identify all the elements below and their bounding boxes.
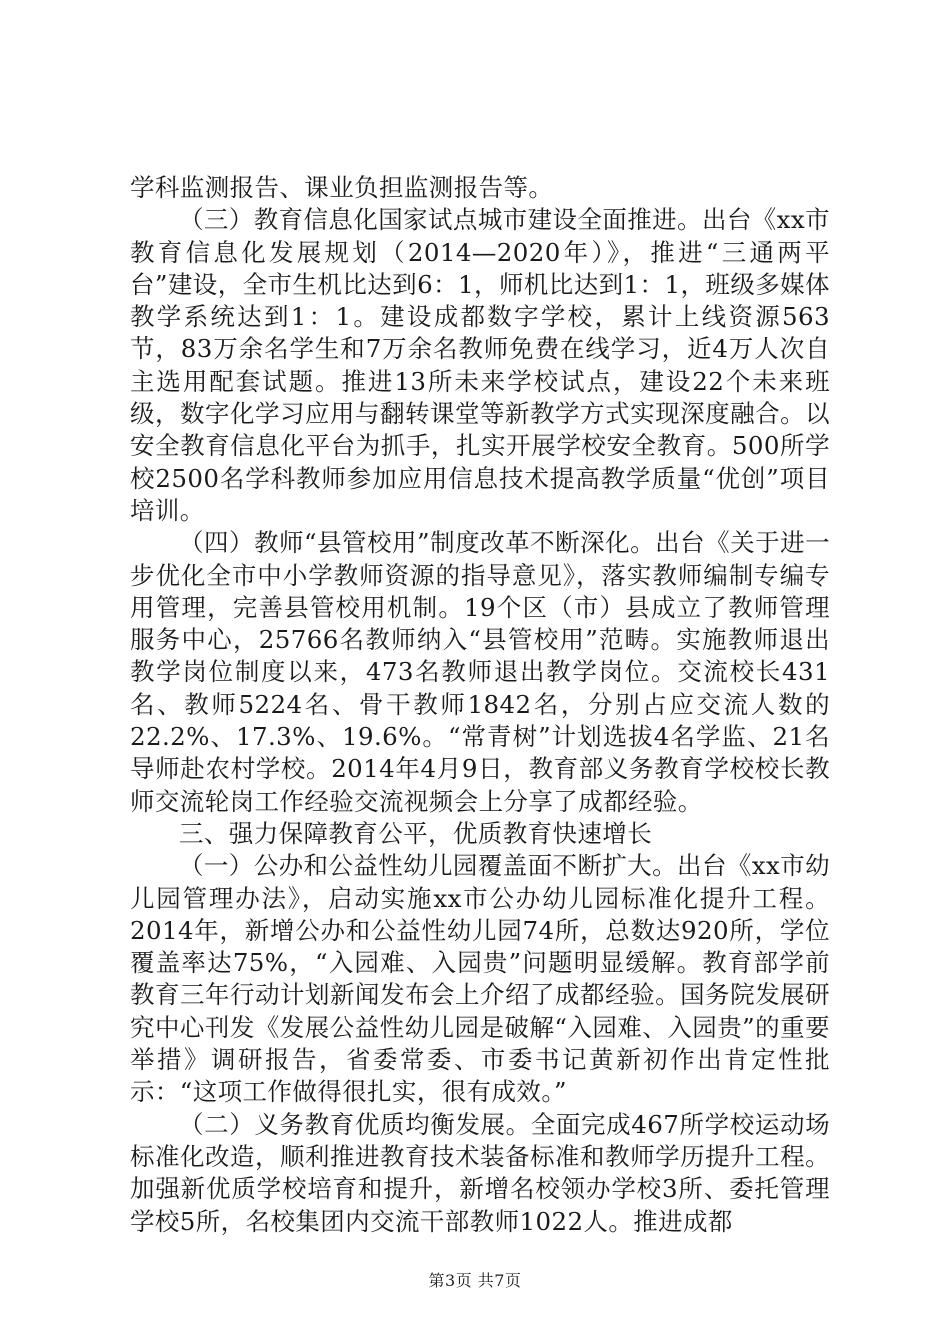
section-heading: 三、强力保障教育公平，优质教育快速增长 (179, 818, 653, 848)
paragraph-section-1: （一）公办和公益性幼儿园覆盖面不断扩大。出台《xx市幼儿园管理办法》，启动实施xx市公办幼儿园标准化提升工程。2014年，新增公办和公益性幼儿园74所，总数达920所，学位覆盖率达75%，“入园难、入园贵”问题明显缓解。教育部学前教育三年行动计划新闻发布会上介绍了成都经验。国务院发展研究中心刊发《发展公益性幼儿园是破解“入园难、入园贵”的重要举措》调研报告，省委常委、市委书记黄新初作出肯定性批示：“这项工作做得很扎实，很有成效。” (130, 851, 830, 1107)
paragraph-section-2: （二）义务教育优质均衡发展。全面完成467所学校运动场标准化改造，顺利推进教育技术装备标准和教师学历提升工程。加强新优质学校培育和提升，新增名校领办学校3所、委托管理学校5所，名校集团内交流干部教师1022人。推进成都 (130, 1109, 830, 1236)
document-body (130, 172, 830, 1238)
paragraph-section-4: （四）教师“县管校用”制度改革不断深化。出台《关于进一步优化全市中小学教师资源的指导意见》，落实教师编制专编专用管理，完善县管校用机制。19个区（市）县成立了教师管理服务中心，25766名教师纳入“县管校用”范畴。实施教师退出教学岗位制度以来，473名教师退出教学岗位。交流校长431名、教师5224名、骨干教师1842名，分别占应交流人数的22.2%、17.3%、19.6%。“常青树”计划选拔4名学监、21名导师赴农村学校。2014年4月9日，教育部义务教育学校校长教师交流轮岗工作经验交流视频会上分享了成都经验。 (130, 528, 830, 816)
paragraph-section-3: （三）教育信息化国家试点城市建设全面推进。出台《xx市教育信息化发展规划（2014—2020年）》，推进“三通两平台”建设，全市生机比达到6：1，师机比达到1：1，班级多媒体教学系统达到1：1。建设成都数字学校，累计上线资源563节，83万余名学生和7万余名教师免费在线学习，近4万人次自主选用配套试题。推进13所未来学校试点，建设22个未来班级，数字化学习应用与翻转课堂等新教学方式实现深度融合。以安全教育信息化平台为抓手，扎实开展学校安全教育。500所学校2500名学科教师参加应用信息技术提高教学质量“优创”项目培训。 (130, 205, 830, 525)
paragraph: 学科监测报告、课业负担监测报告等。 (130, 173, 554, 202)
page-number-footer: 第3页 共7页 (428, 1271, 522, 1290)
